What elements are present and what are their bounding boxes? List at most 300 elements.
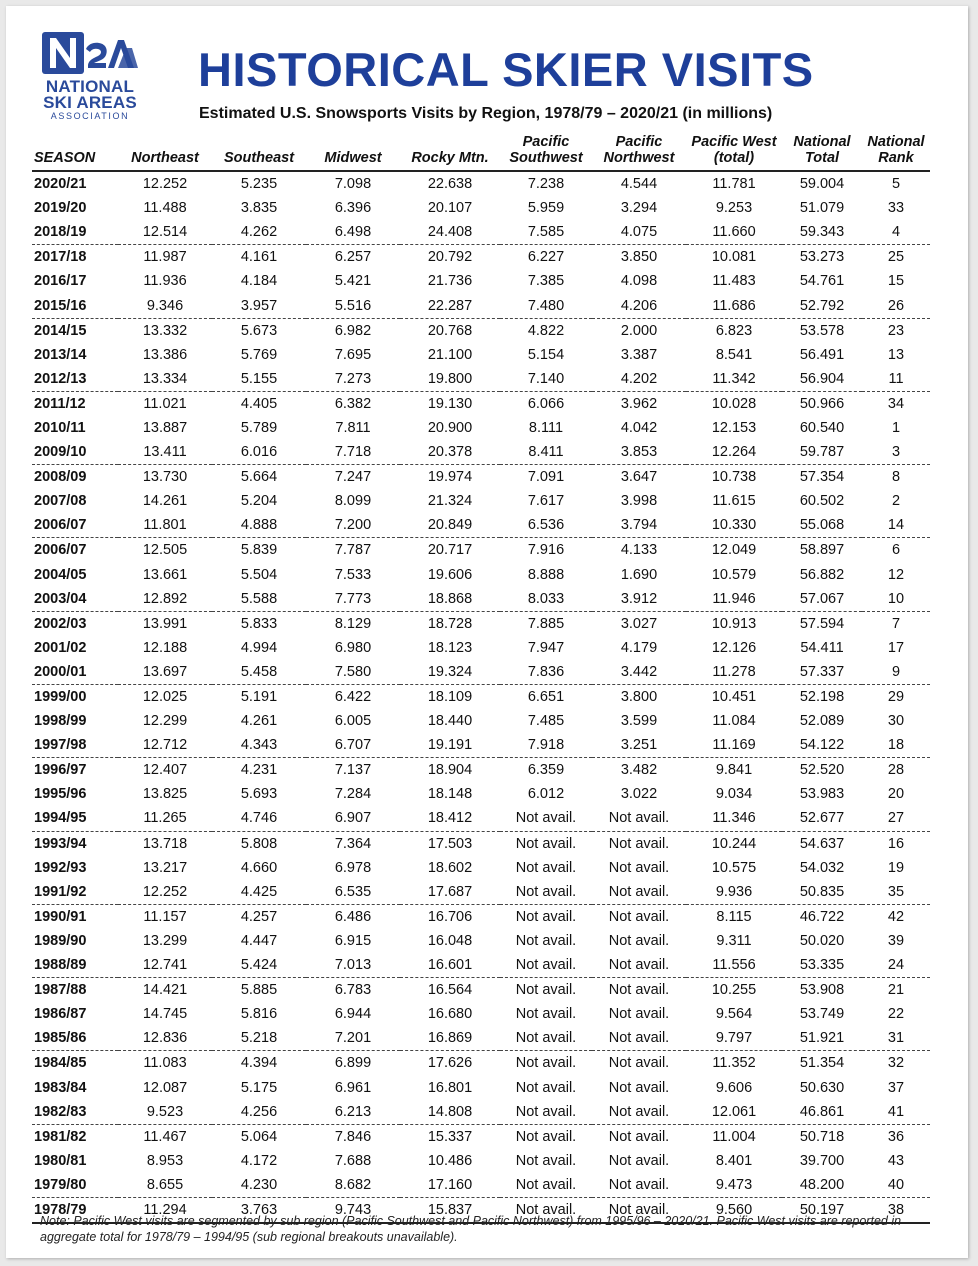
cell-southeast: 4.256 (212, 1100, 306, 1125)
cell-pacific-west-total: 10.081 (711, 249, 757, 266)
cell-pacific-west-total: 11.278 (686, 660, 782, 685)
cell-season: 1990/91 (34, 908, 87, 925)
cell-pacific-northwest: Not avail. (608, 1152, 670, 1169)
cell-season: 1997/98 (32, 733, 118, 758)
cell-southeast: 4.994 (240, 639, 278, 656)
cell-season: 1981/82 (34, 1128, 87, 1145)
cell-northeast: 12.252 (118, 880, 212, 905)
cell-national-rank: 21 (887, 982, 905, 999)
table-row (32, 1002, 930, 1026)
cell-pacific-northwest: 3.853 (592, 440, 686, 465)
cell-national-total: 52.677 (782, 806, 862, 831)
cell-rocky-mtn: 21.736 (427, 273, 473, 290)
cell-midwest: 7.787 (334, 542, 372, 559)
cell-pacific-northwest: 4.133 (620, 542, 658, 559)
cell-season: 1993/94 (34, 835, 87, 852)
cell-pacific-west-total: 9.473 (686, 1173, 782, 1198)
cell-pacific-west-total: 9.797 (686, 1026, 782, 1051)
cell-pacific-southwest: Not avail. (515, 835, 577, 852)
cell-season: 1984/85 (34, 1055, 87, 1072)
cell-rocky-mtn: 16.869 (400, 1026, 500, 1051)
table-row (32, 733, 930, 758)
cell-rocky-mtn: 15.337 (427, 1128, 473, 1145)
cell-northeast: 12.892 (118, 587, 212, 612)
cell-southeast: 3.763 (212, 1197, 306, 1223)
cell-northeast: 12.252 (142, 176, 188, 193)
cell-pacific-west-total: 8.541 (715, 346, 753, 363)
cell-rocky-mtn: 20.900 (427, 419, 473, 436)
cell-national-rank: 2 (891, 493, 901, 510)
cell-pacific-southwest: 6.066 (527, 395, 565, 412)
cell-southeast: 5.218 (212, 1026, 306, 1051)
cell-midwest: 7.247 (334, 469, 372, 486)
cell-northeast: 13.386 (142, 346, 188, 363)
header-northeast: Northeast (118, 126, 212, 171)
cell-pacific-west-total: 10.244 (711, 835, 757, 852)
cell-rocky-mtn: 18.904 (427, 762, 473, 779)
cell-rocky-mtn: 18.728 (427, 615, 473, 632)
cell-season: 2016/17 (34, 273, 87, 290)
cell-southeast: 4.660 (240, 859, 278, 876)
table-row (32, 293, 930, 318)
cell-northeast: 11.467 (143, 1128, 187, 1145)
cell-national-rank: 34 (887, 395, 905, 412)
table-row (32, 929, 930, 953)
cell-season: 1987/88 (34, 982, 87, 999)
cell-pacific-northwest: Not avail. (608, 1006, 670, 1023)
cell-national-rank: 15 (887, 273, 905, 290)
cell-midwest: 7.284 (334, 786, 372, 803)
cell-pacific-southwest: 6.536 (500, 513, 592, 538)
table-row (32, 684, 930, 709)
cell-pacific-southwest: 6.651 (527, 689, 565, 706)
cell-pacific-northwest: 3.027 (620, 615, 658, 632)
cell-pacific-southwest: 8.411 (500, 440, 592, 465)
cell-northeast: 13.718 (142, 835, 188, 852)
cell-national-total: 57.594 (799, 615, 845, 632)
header-season: SEASON (32, 126, 118, 171)
cell-rocky-mtn: 19.606 (427, 566, 473, 583)
cell-pacific-southwest: Not avail. (515, 908, 577, 925)
cell-northeast: 11.987 (143, 249, 187, 266)
cell-northeast: 13.661 (142, 566, 188, 583)
cell-pacific-west-total: 10.913 (711, 615, 757, 632)
cell-pacific-northwest: 3.800 (620, 689, 658, 706)
cell-rocky-mtn: 24.408 (400, 220, 500, 245)
cell-midwest: 6.982 (334, 322, 372, 339)
footnote: Note: Pacific West visits are segmented by sub region (Pacific Southwest and Pacific Northwest) from 1995/96 – 2020/21. Pacific West visits are reported in aggregate total for 1978/79 – 1994/95 (sub regional breakouts unavailable). (40, 1214, 902, 1244)
cell-pacific-southwest: 8.888 (527, 566, 565, 583)
cell-pacific-southwest: 7.836 (500, 660, 592, 685)
table-row (32, 782, 930, 806)
cell-national-rank: 11 (862, 367, 930, 392)
cell-rocky-mtn: 19.974 (427, 469, 473, 486)
header-rocky-mtn: Rocky Mtn. (400, 126, 500, 171)
cell-pacific-west-total: 9.936 (686, 880, 782, 905)
cell-season: 2007/08 (34, 493, 87, 510)
cell-season: 1982/83 (32, 1100, 118, 1125)
cell-northeast: 12.188 (142, 639, 188, 656)
cell-pacific-southwest: Not avail. (500, 806, 592, 831)
cell-pacific-southwest: 6.359 (527, 762, 565, 779)
logo-text-association: ASSOCIATION (50, 111, 130, 121)
cell-national-total: 56.904 (782, 367, 862, 392)
cell-southeast: 5.191 (240, 689, 278, 706)
cell-pacific-west-total: 11.946 (686, 587, 782, 612)
cell-midwest: 7.013 (306, 953, 400, 978)
cell-pacific-west-total: 11.686 (686, 293, 782, 318)
cell-season: 2001/02 (34, 639, 87, 656)
cell-pacific-northwest: Not avail. (592, 1197, 686, 1223)
cell-pacific-west-total: 10.255 (711, 982, 757, 999)
cell-midwest: 6.257 (334, 249, 372, 266)
cell-rocky-mtn: 20.717 (427, 542, 473, 559)
cell-southeast: 5.833 (240, 615, 278, 632)
cell-national-total: 59.004 (799, 176, 845, 193)
cell-northeast: 13.334 (118, 367, 212, 392)
cell-national-rank: 31 (862, 1026, 930, 1051)
cell-pacific-southwest: 7.091 (527, 469, 565, 486)
cell-season: 1988/89 (32, 953, 118, 978)
cell-southeast: 4.888 (212, 513, 306, 538)
cell-northeast: 13.217 (142, 859, 188, 876)
table-row (32, 636, 930, 660)
table-row (32, 391, 930, 416)
cell-national-rank: 14 (862, 513, 930, 538)
cell-national-rank: 24 (862, 953, 930, 978)
cell-southeast: 5.816 (240, 1006, 278, 1023)
cell-season: 2017/18 (34, 249, 87, 266)
nsaa-logo-mark (42, 30, 138, 76)
cell-southeast: 5.885 (240, 982, 278, 999)
cell-southeast: 4.184 (240, 273, 278, 290)
cell-national-total: 55.068 (782, 513, 862, 538)
header-southeast: Southeast (212, 126, 306, 171)
cell-pacific-west-total: 9.034 (715, 786, 753, 803)
cell-midwest: 7.137 (334, 762, 372, 779)
cell-pacific-northwest: Not avail. (592, 806, 686, 831)
cell-national-total: 54.122 (782, 733, 862, 758)
cell-midwest: 6.422 (334, 689, 372, 706)
cell-midwest: 6.907 (306, 806, 400, 831)
cell-midwest: 7.718 (306, 440, 400, 465)
cell-southeast: 4.231 (240, 762, 278, 779)
cell-pacific-northwest: Not avail. (608, 908, 670, 925)
cell-midwest: 8.129 (334, 615, 372, 632)
cell-national-rank: 35 (862, 880, 930, 905)
cell-midwest: 6.961 (334, 1079, 372, 1096)
cell-pacific-southwest: 7.238 (527, 176, 565, 193)
cell-rocky-mtn: 21.100 (427, 346, 473, 363)
cell-southeast: 5.424 (212, 953, 306, 978)
cell-pacific-west-total: 12.061 (686, 1100, 782, 1125)
cell-rocky-mtn: 15.837 (400, 1197, 500, 1223)
cell-midwest: 7.688 (334, 1152, 372, 1169)
cell-midwest: 7.846 (334, 1128, 372, 1145)
cell-pacific-northwest: 3.251 (592, 733, 686, 758)
cell-pacific-southwest: Not avail. (515, 982, 577, 999)
cell-rocky-mtn: 18.109 (427, 689, 473, 706)
cell-pacific-northwest: Not avail. (608, 1055, 670, 1072)
cell-southeast: 5.839 (240, 542, 278, 559)
table-row (32, 953, 930, 978)
cell-southeast: 4.230 (212, 1173, 306, 1198)
cell-rocky-mtn: 20.792 (427, 249, 473, 266)
cell-national-total: 60.502 (799, 493, 845, 510)
cell-national-rank: 8 (891, 469, 901, 486)
cell-national-total: 52.520 (799, 762, 845, 779)
header-national-total: National Total (782, 126, 862, 171)
cell-southeast: 4.425 (212, 880, 306, 905)
cell-national-rank: 27 (862, 806, 930, 831)
table-row (32, 611, 930, 636)
cell-northeast: 11.936 (143, 273, 187, 290)
cell-rocky-mtn: 18.602 (427, 859, 473, 876)
cell-national-rank: 12 (887, 566, 905, 583)
cell-season: 2006/07 (32, 513, 118, 538)
cell-national-total: 54.637 (799, 835, 845, 852)
cell-pacific-southwest: 7.385 (527, 273, 565, 290)
cell-northeast: 13.887 (142, 419, 188, 436)
cell-national-rank: 1 (891, 419, 901, 436)
cell-southeast: 4.161 (240, 249, 278, 266)
cell-national-rank: 17 (887, 639, 905, 656)
cell-southeast: 4.257 (240, 908, 278, 925)
cell-southeast: 5.673 (240, 322, 278, 339)
cell-national-total: 52.792 (782, 293, 862, 318)
cell-pacific-southwest: Not avail. (500, 1100, 592, 1125)
cell-season: 1996/97 (34, 762, 87, 779)
cell-national-rank: 18 (862, 733, 930, 758)
cell-rocky-mtn: 22.287 (400, 293, 500, 318)
cell-pacific-west-total: 9.253 (715, 200, 753, 217)
cell-season: 2014/15 (34, 322, 87, 339)
cell-southeast: 4.447 (240, 932, 278, 949)
cell-northeast: 11.157 (143, 908, 187, 925)
cell-national-rank: 20 (887, 786, 905, 803)
cell-pacific-southwest: Not avail. (500, 953, 592, 978)
cell-midwest: 5.421 (334, 273, 372, 290)
cell-rocky-mtn: 14.808 (400, 1100, 500, 1125)
cell-rocky-mtn: 19.130 (427, 395, 473, 412)
table-header-row (32, 126, 930, 171)
table-row (32, 318, 930, 343)
cell-rocky-mtn: 20.107 (427, 200, 473, 217)
cell-national-rank: 41 (862, 1100, 930, 1125)
cell-season: 1989/90 (34, 932, 87, 949)
cell-pacific-southwest: 5.959 (527, 200, 565, 217)
cell-southeast: 3.957 (212, 293, 306, 318)
cell-national-total: 54.411 (800, 639, 844, 656)
cell-northeast: 14.261 (142, 493, 188, 510)
cell-southeast: 4.394 (240, 1055, 278, 1072)
cell-national-rank: 26 (862, 293, 930, 318)
cell-pacific-northwest: Not avail. (592, 880, 686, 905)
table-row (32, 1149, 930, 1173)
cell-midwest: 7.533 (334, 566, 372, 583)
table-row (32, 978, 930, 1003)
cell-southeast: 3.835 (240, 200, 278, 217)
cell-national-total: 50.020 (799, 932, 845, 949)
cell-rocky-mtn: 17.503 (427, 835, 473, 852)
cell-pacific-west-total: 10.028 (711, 395, 757, 412)
cell-northeast: 12.514 (118, 220, 212, 245)
cell-midwest: 7.580 (306, 660, 400, 685)
table-row (32, 831, 930, 856)
table-row (32, 245, 930, 270)
table-row (32, 440, 930, 465)
cell-pacific-west-total: 12.264 (686, 440, 782, 465)
cell-midwest: 7.098 (334, 176, 372, 193)
cell-pacific-northwest: Not avail. (608, 859, 670, 876)
cell-rocky-mtn: 16.706 (427, 908, 473, 925)
cell-national-rank: 22 (887, 1006, 905, 1023)
cell-midwest: 8.682 (306, 1173, 400, 1198)
cell-midwest: 7.773 (306, 587, 400, 612)
cell-national-rank: 33 (887, 200, 905, 217)
page-subtitle: Estimated U.S. Snowsports Visits by Region, 1978/79 – 2020/21 (in millions) (199, 105, 773, 122)
cell-season: 2004/05 (34, 566, 87, 583)
cell-pacific-northwest: 4.179 (620, 639, 658, 656)
cell-northeast: 8.953 (146, 1152, 184, 1169)
cell-pacific-west-total: 11.483 (712, 273, 756, 290)
cell-pacific-west-total: 12.126 (711, 639, 757, 656)
cell-season: 1978/79 (32, 1197, 118, 1223)
cell-northeast: 14.745 (142, 1006, 188, 1023)
cell-national-total: 50.630 (799, 1079, 845, 1096)
cell-national-total: 60.540 (799, 419, 845, 436)
cell-national-rank: 16 (887, 835, 905, 852)
header-national-rank: National Rank (862, 126, 930, 171)
cell-midwest: 6.498 (306, 220, 400, 245)
cell-season: 2008/09 (34, 469, 87, 486)
cell-midwest: 6.915 (334, 932, 372, 949)
cell-national-total: 57.354 (799, 469, 845, 486)
cell-northeast: 12.087 (142, 1079, 188, 1096)
cell-national-total: 53.578 (799, 322, 845, 339)
cell-pacific-northwest: 4.544 (620, 176, 658, 193)
cell-rocky-mtn: 18.440 (427, 713, 473, 730)
cell-pacific-northwest: 3.294 (620, 200, 658, 217)
header-midwest: Midwest (306, 126, 400, 171)
cell-pacific-northwest: 3.442 (592, 660, 686, 685)
cell-midwest: 6.980 (334, 639, 372, 656)
header-pacific-southwest: Pacific Southwest (500, 126, 592, 171)
cell-season: 2003/04 (32, 587, 118, 612)
cell-rocky-mtn: 18.412 (400, 806, 500, 831)
cell-pacific-southwest: 4.822 (527, 322, 565, 339)
cell-southeast: 5.504 (240, 566, 278, 583)
cell-pacific-northwest: 3.850 (620, 249, 658, 266)
cell-national-total: 50.718 (799, 1128, 845, 1145)
cell-pacific-southwest: 7.947 (527, 639, 565, 656)
cell-pacific-west-total: 11.660 (686, 220, 782, 245)
cell-northeast: 11.021 (143, 395, 187, 412)
cell-rocky-mtn: 16.601 (400, 953, 500, 978)
document-page (6, 6, 968, 1258)
cell-national-total: 54.761 (799, 273, 845, 290)
cell-pacific-southwest: Not avail. (515, 1055, 577, 1072)
cell-southeast: 4.343 (212, 733, 306, 758)
cell-national-total: 52.198 (799, 689, 845, 706)
cell-season: 2013/14 (34, 346, 87, 363)
cell-pacific-northwest: 3.022 (620, 786, 658, 803)
cell-national-rank: 36 (887, 1128, 905, 1145)
cell-pacific-southwest: 6.227 (527, 249, 565, 266)
cell-southeast: 5.808 (240, 835, 278, 852)
cell-rocky-mtn: 20.849 (400, 513, 500, 538)
table-row (32, 1051, 930, 1076)
cell-pacific-southwest: 5.154 (527, 346, 565, 363)
table-row (32, 367, 930, 392)
cell-southeast: 5.204 (240, 493, 278, 510)
table-row (32, 806, 930, 831)
nsaa-logo (36, 30, 144, 124)
cell-southeast: 5.458 (212, 660, 306, 685)
cell-season: 1999/00 (34, 689, 87, 706)
cell-rocky-mtn: 10.486 (427, 1152, 473, 1169)
cell-pacific-west-total: 10.575 (711, 859, 757, 876)
cell-midwest: 8.099 (334, 493, 372, 510)
cell-pacific-west-total: 11.169 (686, 733, 782, 758)
table-row (32, 538, 930, 563)
cell-pacific-northwest: 3.387 (620, 346, 658, 363)
cell-season: 1995/96 (34, 786, 87, 803)
cell-northeast: 13.299 (142, 932, 188, 949)
cell-pacific-west-total: 12.049 (711, 542, 757, 559)
cell-pacific-west-total: 9.564 (715, 1006, 753, 1023)
cell-rocky-mtn: 17.160 (400, 1173, 500, 1198)
cell-national-total: 51.079 (799, 200, 845, 217)
cell-national-total: 46.722 (799, 908, 845, 925)
cell-pacific-southwest: 8.111 (528, 419, 564, 436)
cell-pacific-southwest: Not avail. (515, 1128, 577, 1145)
cell-pacific-northwest: 3.482 (620, 762, 658, 779)
cell-pacific-northwest: Not avail. (592, 953, 686, 978)
cell-national-total: 50.966 (799, 395, 845, 412)
cell-pacific-west-total: 9.311 (716, 932, 752, 949)
cell-season: 1986/87 (34, 1006, 87, 1023)
cell-midwest: 5.516 (306, 293, 400, 318)
cell-northeast: 11.083 (143, 1055, 187, 1072)
cell-pacific-west-total: 12.153 (711, 419, 757, 436)
logo-text-ski-areas: SKI AREAS (43, 93, 137, 112)
cell-southeast: 5.693 (240, 786, 278, 803)
cell-northeast: 12.025 (142, 689, 188, 706)
cell-pacific-northwest: 4.098 (620, 273, 658, 290)
cell-northeast: 13.411 (118, 440, 212, 465)
cell-national-rank: 3 (862, 440, 930, 465)
cell-pacific-west-total: 11.781 (712, 176, 756, 193)
cell-pacific-west-total: 10.579 (711, 566, 757, 583)
cell-pacific-northwest: 1.690 (620, 566, 658, 583)
cell-season: 2012/13 (32, 367, 118, 392)
cell-season: 1998/99 (34, 713, 87, 730)
cell-national-rank: 10 (862, 587, 930, 612)
cell-pacific-southwest: Not avail. (515, 1152, 577, 1169)
cell-pacific-southwest: Not avail. (500, 880, 592, 905)
cell-midwest: 9.743 (306, 1197, 400, 1223)
cell-pacific-west-total: 9.606 (715, 1079, 753, 1096)
cell-pacific-southwest: 7.918 (500, 733, 592, 758)
cell-midwest: 6.535 (306, 880, 400, 905)
cell-season: 1980/81 (34, 1152, 87, 1169)
cell-rocky-mtn: 18.123 (427, 639, 473, 656)
table-row (32, 513, 930, 538)
table-row (32, 1026, 930, 1051)
cell-northeast: 14.421 (142, 982, 188, 999)
cell-southeast: 6.016 (212, 440, 306, 465)
